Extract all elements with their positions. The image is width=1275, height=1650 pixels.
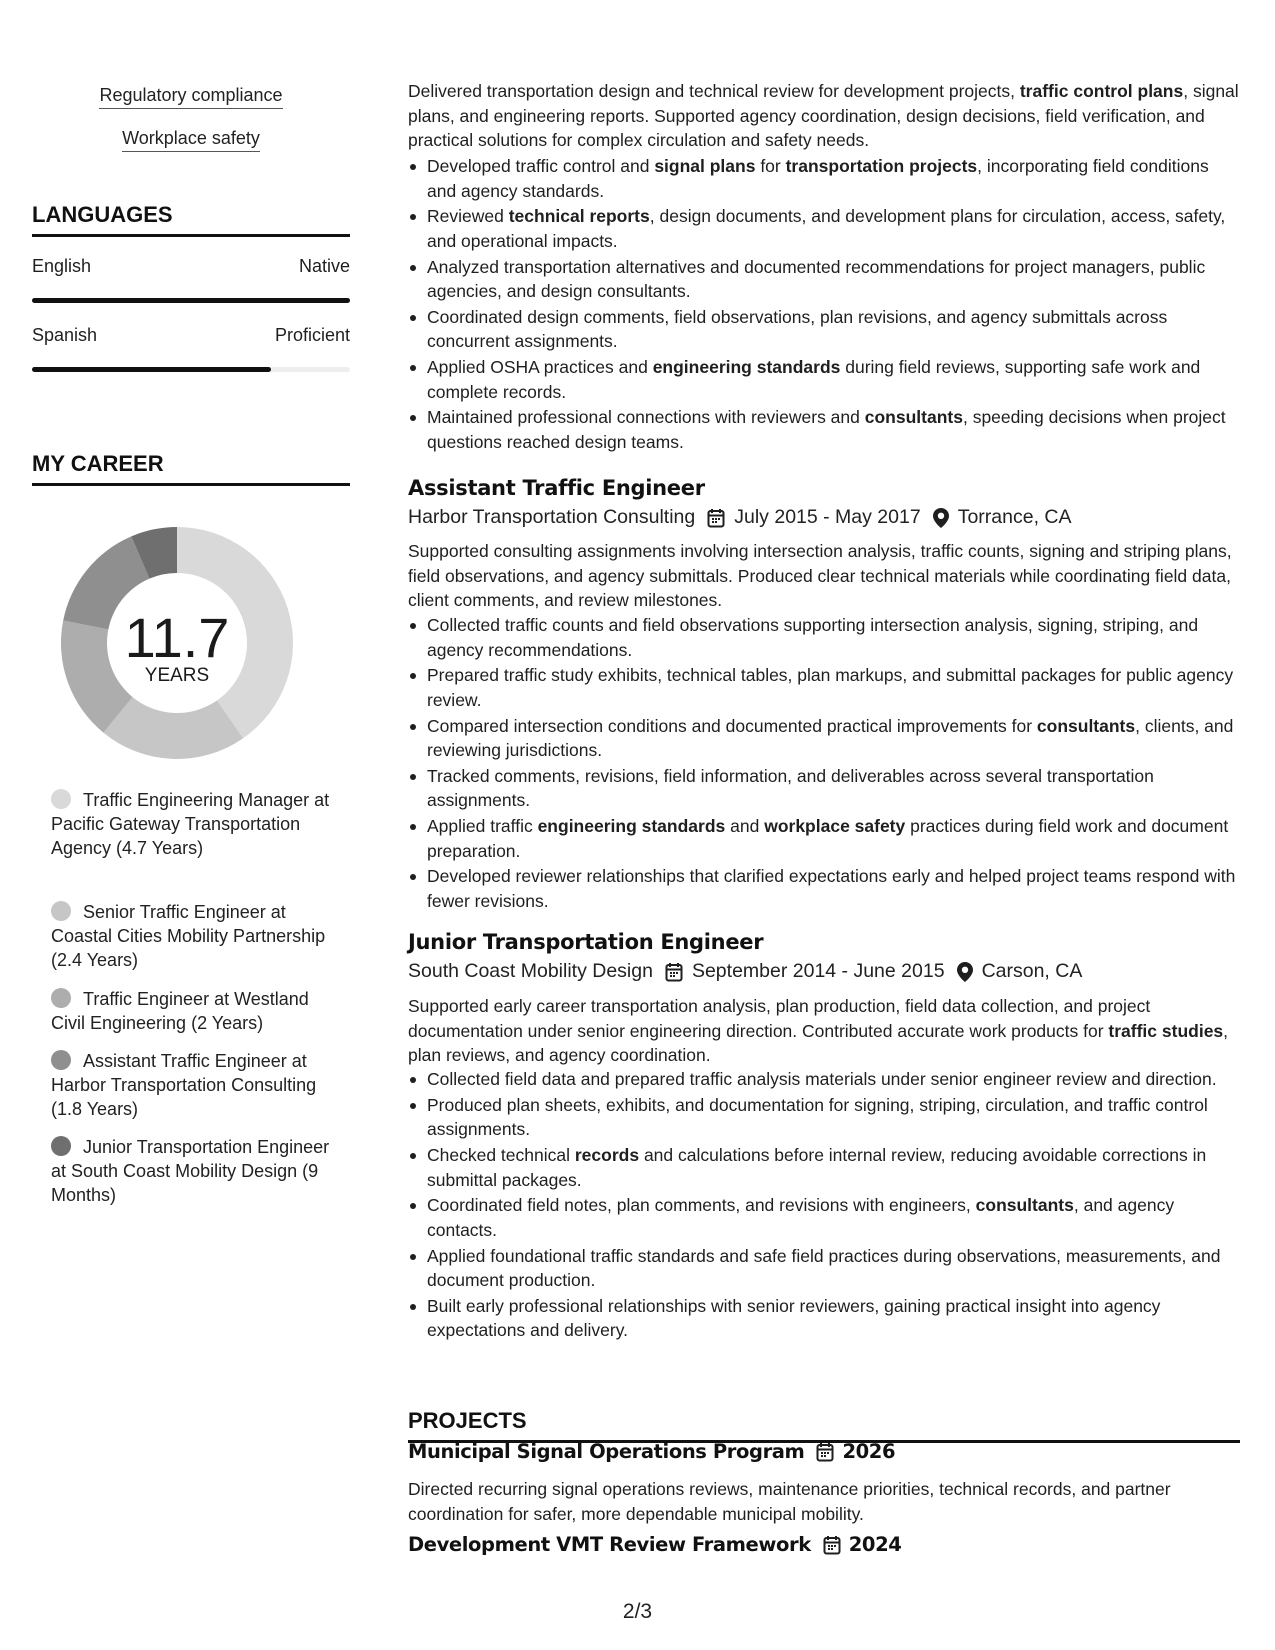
project-year: 2026 (842, 1440, 896, 1463)
language-level: Native (298, 256, 350, 276)
legend-dot-icon (51, 1136, 71, 1156)
bullet-item: Applied traffic engineering standards and workplace safety practices during field work and document preparation. (408, 814, 1240, 863)
language-name: English (32, 256, 92, 276)
calendar-icon (816, 1442, 834, 1462)
bullet-item: Developed reviewer relationships that clarified expectations early and helped project teams respond with fewer revisions. (408, 864, 1240, 913)
bullet-item: Built early professional relationships with senior reviewers, gaining practical insight into agency expectations and delivery. (408, 1294, 1240, 1343)
job-dates: September 2014 - June 2015 (691, 960, 945, 982)
language-row (32, 256, 350, 277)
legend-dot-icon (51, 1050, 71, 1070)
bullet-item: Produced plan sheets, exhibits, and documentation for signing, striping, circulation, and traffic control assignments. (408, 1093, 1240, 1142)
project-title (408, 1533, 901, 1556)
language-proficiency-bar (32, 298, 350, 303)
company-name: Harbor Transportation Consulting (408, 506, 696, 528)
experience-summary: Delivered transportation design and technical review for development projects, traffic control plans, signal plans, and engineering reports. Supported agency coordination, design decisions, field verification, and practical solutions for complex circulation and safety needs. (408, 81, 1239, 150)
job-title: Junior Transportation Engineer (408, 930, 764, 954)
bullet-item: Checked technical records and calculations before internal review, reducing avoidable corrections in submittal packages. (408, 1143, 1240, 1192)
bullet-item: Maintained professional connections with reviewers and consultants, speeding decisions when project questions reached design teams. (408, 405, 1240, 454)
bullet-item: Collected traffic counts and field observations supporting intersection analysis, signing, striping, and agency recommendations. (408, 613, 1240, 662)
career-legend-item: Junior Transportation Engineer at South Coast Mobility Design (9 Months) (51, 1137, 330, 1205)
bullet-item: Reviewed technical reports, design documents, and development plans for circulation, access, safety, and operational impacts. (408, 204, 1240, 253)
career-total-years: 11.7 (124, 606, 230, 669)
language-level: Proficient (274, 325, 350, 345)
job-bullets (408, 1067, 1240, 1344)
bullet-item: Developed traffic control and signal plans for transportation projects, incorporating field conditions and agency standards. (408, 154, 1240, 203)
legend-dot-icon (51, 789, 71, 809)
bullet-item: Applied OSHA practices and engineering standards during field reviews, supporting safe work and complete records. (408, 355, 1240, 404)
bullet-item: Coordinated design comments, field observations, plan revisions, and agency submittals across concurrent assignments. (408, 305, 1240, 354)
job-summary: Supported early career transportation analysis, plan production, field data collection, and project documentation under senior engineering direction. Contributed accurate work products for traffic studies, plan reviews, and agency coordination. (408, 996, 1229, 1065)
project-name: Municipal Signal Operations Program (408, 1440, 805, 1463)
experience-bullets (408, 154, 1240, 456)
job-dates: July 2015 - May 2017 (734, 506, 921, 528)
bullet-item: Tracked comments, revisions, field information, and deliverables across several transportation assignments. (408, 764, 1240, 813)
project-name: Development VMT Review Framework (408, 1533, 811, 1556)
calendar-icon (665, 962, 683, 982)
bullet-item: Prepared traffic study exhibits, technical tables, plan markups, and submittal packages for public agency review. (408, 663, 1240, 712)
job-bullets (408, 613, 1240, 915)
page-number: 2/3 (622, 1600, 653, 1623)
job-location: Torrance, CA (957, 506, 1072, 528)
language-proficiency-fill (32, 367, 271, 372)
bullet-item: Coordinated field notes, plan comments, and revisions with engineers, consultants, and agency contacts. (408, 1193, 1240, 1242)
career-years-label: YEARS (144, 665, 210, 686)
projects-heading: PROJECTS (408, 1408, 1240, 1443)
bullet-item: Applied foundational traffic standards and safe field practices during observations, measurements, and document production. (408, 1244, 1240, 1293)
language-row (32, 325, 350, 346)
bullet-item: Compared intersection conditions and documented practical improvements for consultants, clients, and reviewing jurisdictions. (408, 714, 1240, 763)
career-donut-chart (54, 520, 300, 766)
career-legend-item: Assistant Traffic Engineer at Harbor Transportation Consulting (1.8 Years) (51, 1051, 317, 1119)
skill-tag: Workplace safety (32, 128, 350, 149)
location-pin-icon (933, 508, 949, 528)
job-meta (408, 960, 1082, 983)
job-meta (408, 506, 1072, 529)
language-name: Spanish (32, 325, 98, 345)
calendar-icon (707, 508, 725, 528)
career-legend-item: Senior Traffic Engineer at Coastal Cities Mobility Partnership (2.4 Years) (51, 902, 326, 970)
company-name: South Coast Mobility Design (408, 960, 653, 982)
language-proficiency-bar (32, 367, 350, 372)
skill-tag: Regulatory compliance (32, 85, 350, 106)
job-summary: Supported consulting assignments involving intersection analysis, traffic counts, signing and striping plans, field observations, and agency submittals. Produced clear technical materials while coordinating field data, client comments, and review milestones. (408, 541, 1232, 610)
bullet-item: Collected field data and prepared traffic analysis materials under senior engineer review and direction. (408, 1067, 1240, 1092)
project-year: 2024 (848, 1533, 902, 1556)
bullet-item: Analyzed transportation alternatives and documented recommendations for project managers, public agencies, and design consultants. (408, 255, 1240, 304)
calendar-icon (823, 1535, 841, 1555)
career-legend-item: Traffic Engineer at Westland Civil Engineering (2 Years) (51, 989, 309, 1033)
location-pin-icon (957, 962, 973, 982)
job-location: Carson, CA (981, 960, 1083, 982)
legend-dot-icon (51, 988, 71, 1008)
career-legend-item: Traffic Engineering Manager at Pacific Gateway Transportation Agency (4.7 Years) (51, 790, 330, 858)
project-title (408, 1440, 895, 1463)
languages-heading: LANGUAGES (32, 202, 350, 237)
job-title: Assistant Traffic Engineer (408, 476, 705, 500)
project-description: Directed recurring signal operations reviews, maintenance priorities, technical records, and partner coordination for safer, more dependable municipal mobility. (408, 1479, 1171, 1524)
career-heading: MY CAREER (32, 451, 350, 486)
language-proficiency-fill (32, 298, 350, 303)
legend-dot-icon (51, 901, 71, 921)
